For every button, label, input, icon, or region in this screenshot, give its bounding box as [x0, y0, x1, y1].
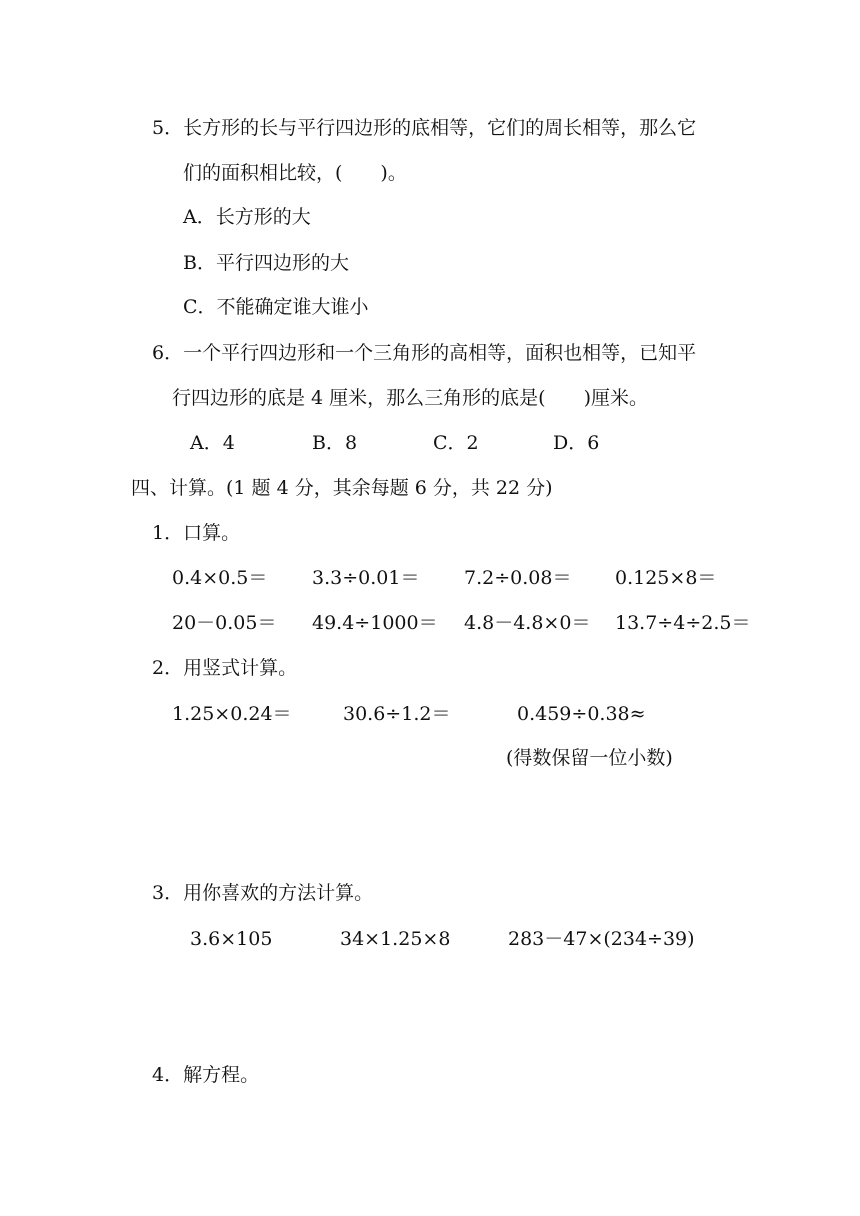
q5-stem-line1: 5．长方形的长与平行四边形的底相等，它们的周长相等，那么它 [152, 117, 697, 139]
calc-item: 283－47×(234÷39) [508, 928, 695, 950]
q5-option-b: B．平行四边形的大 [183, 252, 349, 274]
q5-stem-line2: 们的面积相比较，( )。 [183, 162, 407, 184]
oral-calc-item: 0.125×8＝ [615, 567, 717, 589]
q6-stem-line2: 行四边形的底是 4 厘米，那么三角形的底是( )厘米。 [172, 387, 648, 409]
rounding-note: (得数保留一位小数) [506, 747, 673, 769]
q6-option-a: A．4 [190, 432, 235, 454]
oral-calc-item: 20－0.05＝ [172, 612, 277, 634]
part-3-title: 3．用你喜欢的方法计算。 [152, 882, 374, 904]
q6-stem-line1: 6．一个平行四边形和一个三角形的高相等，面积也相等，已知平 [152, 342, 697, 364]
calc-item: 3.6×105 [190, 928, 273, 950]
q6-option-c: C．2 [433, 432, 479, 454]
q5-option-a: A．长方形的大 [183, 206, 311, 228]
part-2-title: 2．用竖式计算。 [152, 657, 298, 679]
oral-calc-item: 7.2÷0.08＝ [464, 567, 572, 589]
oral-calc-item: 3.3÷0.01＝ [312, 567, 420, 589]
q6-option-d: D．6 [553, 432, 600, 454]
part-1-title: 1．口算。 [152, 522, 241, 544]
vertical-calc-item: 1.25×0.24＝ [172, 703, 292, 725]
vertical-calc-item: 30.6÷1.2＝ [343, 703, 451, 725]
oral-calc-item: 13.7÷4÷2.5＝ [615, 612, 751, 634]
section-heading: 四、计算。(1 题 4 分，其余每题 6 分，共 22 分) [131, 477, 553, 499]
oral-calc-item: 0.4×0.5＝ [172, 567, 268, 589]
q6-option-b: B．8 [312, 432, 358, 454]
calc-item: 34×1.25×8 [340, 928, 451, 950]
oral-calc-item: 49.4÷1000＝ [312, 612, 438, 634]
part-4-title: 4．解方程。 [152, 1064, 260, 1086]
vertical-calc-item: 0.459÷0.38≈ [517, 703, 646, 725]
oral-calc-item: 4.8－4.8×0＝ [464, 612, 591, 634]
q5-option-c: C．不能确定谁大谁小 [183, 296, 369, 318]
